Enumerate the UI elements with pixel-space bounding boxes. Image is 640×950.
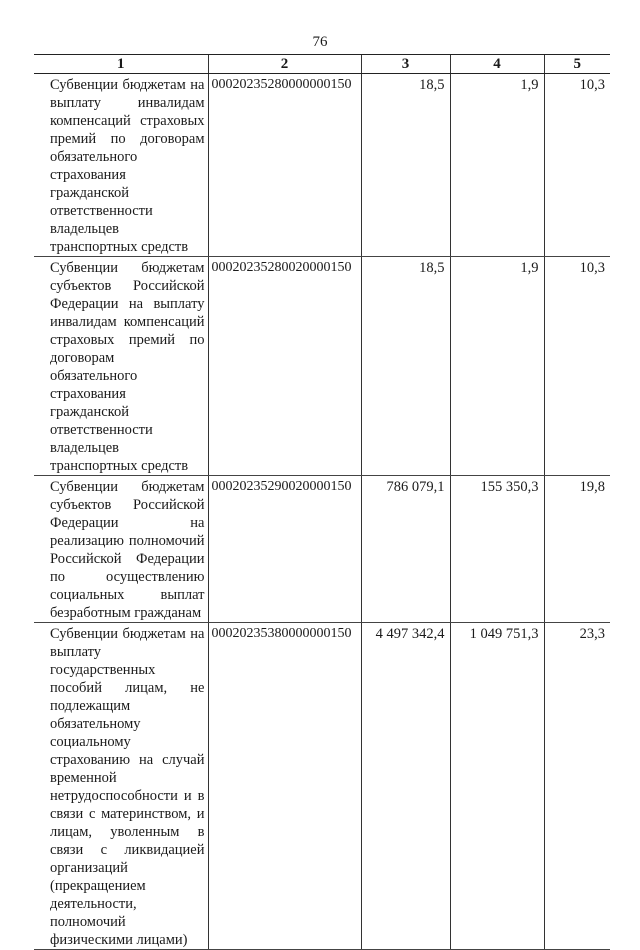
table-header-row <box>34 55 610 74</box>
table-row <box>34 257 610 476</box>
row-value-col4: 1 049 751,3 <box>450 623 544 950</box>
page-number: 76 <box>312 34 328 50</box>
budget-table <box>34 54 610 950</box>
row-code-cell: 00020235280000000150 <box>208 74 361 257</box>
row-name: Субвенции бюджетам на выплату государственных пособий лицам, не подлежащим обязательному социальному страхованию на случай временной нетрудоспособности и в связи с материнством, и лицам, уволенным в связи с ликвидацией организаций (прекращением деятельности, полномочий физическими лицами) <box>50 626 205 948</box>
row-name-cell <box>34 623 208 950</box>
row-name: Субвенции бюджетам субъектов Российской Федерации на реализацию полномочий Российской Федерации по осуществлению социальных выплат безработным гражданам <box>50 479 205 621</box>
table-row <box>34 623 610 950</box>
row-name: Субвенции бюджетам на выплату инвалидам компенсаций страховых премий по договорам обязательного страхования гражданской ответственности владельцев транспортных средств <box>50 77 205 255</box>
column-header-1: 1 <box>34 55 208 74</box>
table-row <box>34 476 610 623</box>
row-value-col4: 1,9 <box>450 257 544 476</box>
row-value-col5: 10,3 <box>544 257 610 476</box>
row-name: Субвенции бюджетам субъектов Российской Федерации на выплату инвалидам компенсаций страховых премий по договорам обязательного страхования гражданской ответственности владельцев транспортных средств <box>50 260 205 474</box>
row-value-col4: 155 350,3 <box>450 476 544 623</box>
column-header-3: 3 <box>361 55 450 74</box>
row-value-col3: 4 497 342,4 <box>361 623 450 950</box>
row-value-col3: 18,5 <box>361 257 450 476</box>
row-code-cell: 00020235290020000150 <box>208 476 361 623</box>
column-header-2: 2 <box>208 55 361 74</box>
row-value-col5: 10,3 <box>544 74 610 257</box>
row-value-col5: 23,3 <box>544 623 610 950</box>
row-code-cell: 00020235280020000150 <box>208 257 361 476</box>
row-value-col3: 18,5 <box>361 74 450 257</box>
column-header-4: 4 <box>450 55 544 74</box>
table-row <box>34 74 610 257</box>
row-name-cell <box>34 74 208 257</box>
row-name-cell <box>34 257 208 476</box>
row-name-cell <box>34 476 208 623</box>
row-value-col3: 786 079,1 <box>361 476 450 623</box>
row-value-col5: 19,8 <box>544 476 610 623</box>
row-code-cell: 00020235380000000150 <box>208 623 361 950</box>
row-value-col4: 1,9 <box>450 74 544 257</box>
column-header-5: 5 <box>544 55 610 74</box>
